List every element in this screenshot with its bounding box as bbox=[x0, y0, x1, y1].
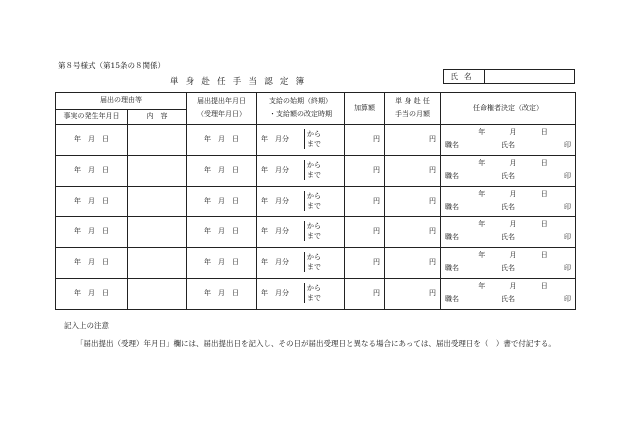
header-reason-group: 届出の理由等 bbox=[56, 93, 187, 110]
document-title: 単身赴任手当認定簿 bbox=[170, 77, 312, 87]
header-start-end: 支給の始期（終期） ・支給額の改定時期 bbox=[257, 93, 345, 125]
event-date-cell[interactable]: 年 月 日 bbox=[56, 186, 128, 217]
header-appointer: 任命権者決定（改定） bbox=[441, 93, 576, 125]
event-date-cell[interactable]: 年 月 日 bbox=[56, 279, 128, 310]
content-cell[interactable] bbox=[128, 279, 187, 310]
filed-date-cell[interactable]: 年 月 日 bbox=[187, 186, 257, 217]
addition-cell[interactable]: 円 bbox=[345, 124, 385, 155]
appointer-cell[interactable]: 年 月 日 職名 氏名 印 bbox=[441, 155, 576, 186]
seal-mark: 印 bbox=[564, 264, 571, 273]
monthly-cell[interactable]: 円 bbox=[385, 124, 441, 155]
name-box bbox=[443, 69, 575, 84]
name-label: 氏名 bbox=[444, 70, 485, 83]
notes-body: 「届出提出（受理）年月日」欄には、届出提出日を記入し、その日が届出受理日と異なる場合にあっては、届出受理日を（ ）書で付記する。 bbox=[76, 339, 556, 348]
header-content: 内 容 bbox=[128, 110, 187, 124]
start-end-cell[interactable]: 年 月分 から まで bbox=[257, 248, 345, 279]
content-cell[interactable] bbox=[128, 186, 187, 217]
table-row bbox=[56, 124, 576, 155]
monthly-cell[interactable]: 円 bbox=[385, 155, 441, 186]
table-row bbox=[56, 155, 576, 186]
seal-mark: 印 bbox=[564, 202, 571, 211]
filed-date-cell[interactable]: 年 月 日 bbox=[187, 248, 257, 279]
certification-register-table bbox=[55, 92, 576, 310]
content-cell[interactable] bbox=[128, 124, 187, 155]
form-number-label: 第８号様式（第15条の８関係） bbox=[58, 61, 166, 70]
addition-cell[interactable]: 円 bbox=[345, 155, 385, 186]
start-end-cell[interactable]: 年 月分 から まで bbox=[257, 155, 345, 186]
filed-date-cell[interactable]: 年 月 日 bbox=[187, 155, 257, 186]
header-monthly: 単 身 赴 任 手当の月額 bbox=[385, 93, 441, 125]
filed-date-cell[interactable]: 年 月 日 bbox=[187, 124, 257, 155]
content-cell[interactable] bbox=[128, 217, 187, 248]
seal-mark: 印 bbox=[564, 140, 571, 149]
content-cell[interactable] bbox=[128, 248, 187, 279]
start-end-cell[interactable]: 年 月分 から まで bbox=[257, 124, 345, 155]
seal-mark: 印 bbox=[564, 233, 571, 242]
monthly-cell[interactable]: 円 bbox=[385, 248, 441, 279]
table-row bbox=[56, 217, 576, 248]
event-date-cell[interactable]: 年 月 日 bbox=[56, 155, 128, 186]
appointer-cell[interactable]: 年 月 日 職名 氏名 印 bbox=[441, 217, 576, 248]
start-end-cell[interactable]: 年 月分 から まで bbox=[257, 186, 345, 217]
filed-date-cell[interactable]: 年 月 日 bbox=[187, 217, 257, 248]
header-event-date: 事実の発生年月日 bbox=[56, 110, 128, 124]
appointer-cell[interactable]: 年 月 日 職名 氏名 印 bbox=[441, 248, 576, 279]
event-date-cell[interactable]: 年 月 日 bbox=[56, 217, 128, 248]
appointer-cell[interactable]: 年 月 日 職名 氏名 印 bbox=[441, 279, 576, 310]
monthly-cell[interactable]: 円 bbox=[385, 279, 441, 310]
addition-cell[interactable]: 円 bbox=[345, 217, 385, 248]
addition-cell[interactable]: 円 bbox=[345, 279, 385, 310]
table-row bbox=[56, 279, 576, 310]
seal-mark: 印 bbox=[564, 295, 571, 304]
monthly-cell[interactable]: 円 bbox=[385, 217, 441, 248]
appointer-cell[interactable]: 年 月 日 職名 氏名 印 bbox=[441, 186, 576, 217]
start-end-cell[interactable]: 年 月分 から まで bbox=[257, 217, 345, 248]
filed-date-cell[interactable]: 年 月 日 bbox=[187, 279, 257, 310]
appointer-cell[interactable]: 年 月 日 職名 氏名 印 bbox=[441, 124, 576, 155]
addition-cell[interactable]: 円 bbox=[345, 186, 385, 217]
header-addition: 加算額 bbox=[345, 93, 385, 125]
event-date-cell[interactable]: 年 月 日 bbox=[56, 124, 128, 155]
notes-title: 記入上の注意 bbox=[64, 321, 109, 330]
table-row bbox=[56, 186, 576, 217]
event-date-cell[interactable]: 年 月 日 bbox=[56, 248, 128, 279]
monthly-cell[interactable]: 円 bbox=[385, 186, 441, 217]
table-row bbox=[56, 248, 576, 279]
addition-cell[interactable]: 円 bbox=[345, 248, 385, 279]
header-filed-date: 届出提出年月日 （受理年月日） bbox=[187, 93, 257, 125]
content-cell[interactable] bbox=[128, 155, 187, 186]
start-end-cell[interactable]: 年 月分 から まで bbox=[257, 279, 345, 310]
seal-mark: 印 bbox=[564, 171, 571, 180]
